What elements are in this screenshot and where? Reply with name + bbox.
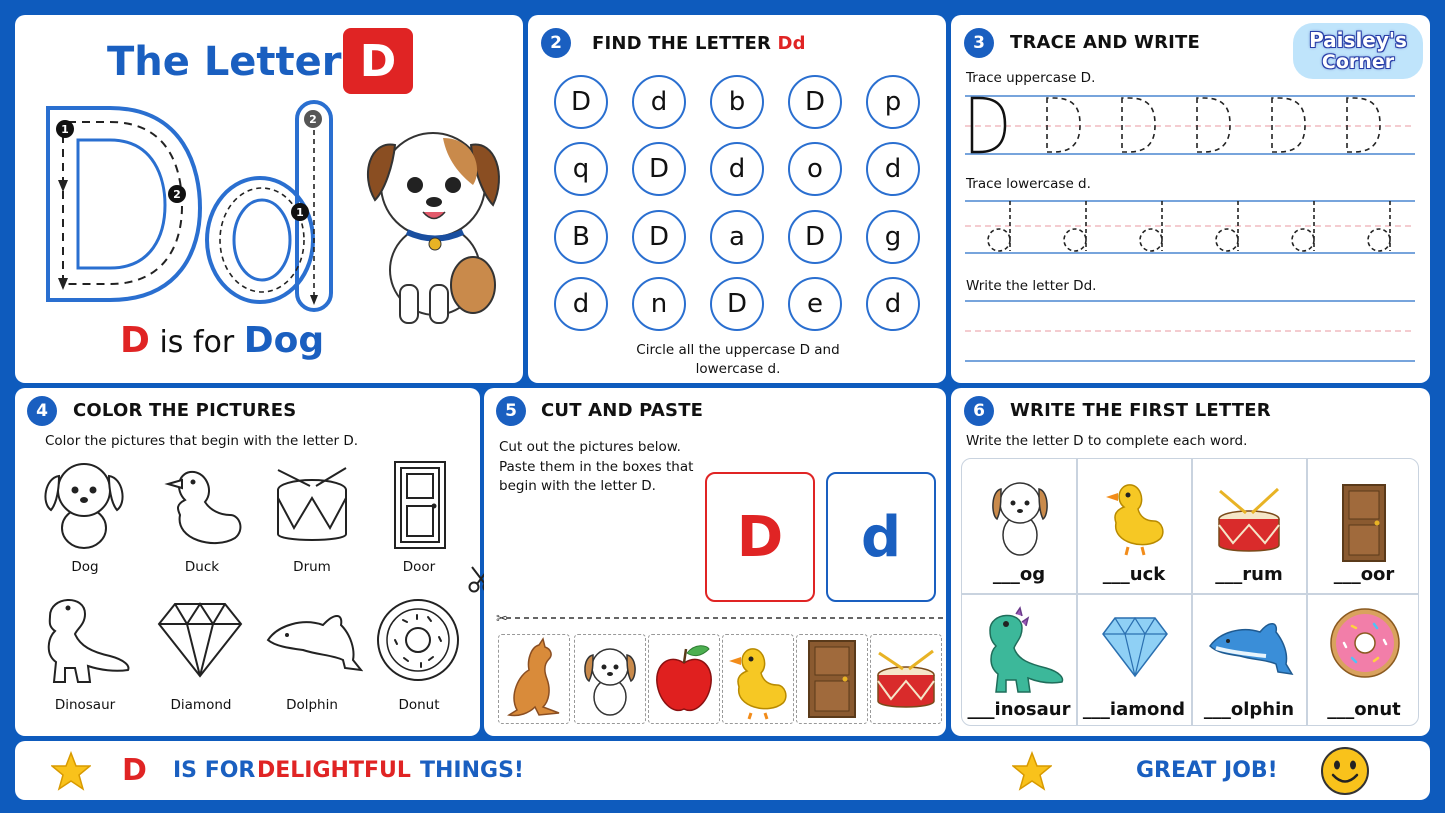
word-cell-drum [1192,459,1306,593]
word-blank-rum[interactable]: ___rum [1215,564,1283,585]
dolphin-outline-picture [263,600,363,680]
stroke-number-2: 2 [168,185,186,203]
cut-instruction-line3: begin with the letter D. [499,478,656,494]
section-number: 2 [541,28,571,58]
letter-circle[interactable]: d [866,142,920,196]
word-blank-inosaur[interactable]: ___inosaur [967,699,1071,720]
stroke-number-2b: 2 [304,110,322,128]
label-donut: Donut [398,697,440,713]
find-letter-panel [528,15,946,383]
smiley-face-icon [1320,746,1370,796]
is-for-caption [120,320,324,361]
paste-box-lowercase-d[interactable]: d [826,472,936,602]
cutout-dog[interactable] [574,634,646,724]
stroke-number-1: 1 [56,120,74,138]
word-picture-grid [961,458,1419,726]
word-cell-door [1307,459,1421,593]
word-cell-donut [1307,594,1421,728]
letter-circle[interactable]: a [710,210,764,264]
footer-letter: D [122,753,147,788]
section-title: CUT AND PASTE [541,400,704,421]
drum-outline-picture [270,462,355,552]
cutout-door[interactable] [796,634,868,724]
section-title-text: FIND THE LETTER [592,33,772,54]
trace-write-panel [951,15,1430,383]
write-letter-label: Write the letter Dd. [966,278,1097,294]
svg-text:✂: ✂ [496,611,508,626]
dinosaur-outline-picture [30,586,135,686]
find-instruction-line1: Circle all the uppercase D and [636,342,840,358]
cut-instruction-line1: Cut out the pictures below. [499,439,681,455]
is-for-word: Dog [243,320,325,361]
write-letter-row [965,299,1415,365]
duck-outline-picture [160,460,250,552]
section-title-letters: Dd [777,33,806,54]
color-pictures-panel [15,388,480,736]
page-title: The Letter [107,39,342,85]
label-door: Door [402,559,436,575]
logo-line1: Paisley's [1309,28,1407,52]
donut-outline-picture [373,595,463,685]
word-blank-og[interactable]: ___og [992,564,1046,585]
letter-circle[interactable]: e [788,277,842,331]
word-cell-duck [1077,459,1191,593]
cutout-duck[interactable] [722,634,794,724]
footer-things: THINGS! [420,758,524,783]
diamond-outline-picture [155,598,245,680]
letter-circle[interactable]: g [866,210,920,264]
section-title: TRACE AND WRITE [1010,32,1201,53]
section-title: WRITE THE FIRST LETTER [1010,400,1271,421]
word-blank-onut[interactable]: ___onut [1327,699,1401,720]
letter-circle[interactable]: D [632,142,686,196]
footer-is-for: IS FOR [173,758,256,783]
letter-intro-panel [15,15,523,383]
label-drum: Drum [293,559,331,575]
great-job-text: GREAT JOB! [1136,758,1278,783]
letter-circle[interactable]: b [710,75,764,129]
section-number: 3 [964,28,994,58]
letter-circle[interactable]: q [554,142,608,196]
label-diamond: Diamond [170,697,232,713]
letter-circle[interactable]: n [632,277,686,331]
section-number: 4 [27,396,57,426]
word-blank-uck[interactable]: ___uck [1102,564,1166,585]
paisleys-corner-logo [1293,23,1423,79]
star-icon-right [1012,751,1052,791]
cutout-drum[interactable] [870,634,942,724]
cut-line [484,610,946,626]
letter-circle[interactable]: o [788,142,842,196]
find-instruction [588,341,888,379]
label-duck: Duck [184,559,220,575]
find-instruction-line2: lowercase d. [695,361,781,377]
letter-circle[interactable]: p [866,75,920,129]
word-blank-olphin[interactable]: ___olphin [1203,699,1295,720]
cut-instruction-line2: Paste them in the boxes that [499,458,694,475]
word-cell-dinosaur [962,594,1076,728]
letter-circle[interactable]: D [788,75,842,129]
cut-instruction [499,438,693,497]
logo-line2: Corner [1321,51,1395,73]
section-number: 5 [496,396,526,426]
word-cell-dog [962,459,1076,593]
label-dog: Dog [71,559,99,575]
dog-outline-picture [37,458,132,553]
letter-circle[interactable]: D [788,210,842,264]
letter-circle[interactable]: D [554,75,608,129]
word-blank-oor[interactable]: ___oor [1333,564,1395,585]
cut-paste-panel [484,388,946,736]
puppy-illustration [355,120,515,330]
trace-lower-row [965,198,1415,264]
letter-circle[interactable]: B [554,210,608,264]
write-first-letter-panel [951,388,1430,736]
section-title [592,33,806,54]
trace-lower-label: Trace lowercase d. [966,176,1091,192]
word-cell-dolphin [1192,594,1306,728]
letter-circle[interactable]: d [554,277,608,331]
section-number: 6 [964,396,994,426]
letter-circle[interactable]: D [632,210,686,264]
title-letter-badge: D [343,28,413,94]
word-cell-diamond [1077,594,1191,728]
footer-delightful: DELIGHTFUL [257,758,411,783]
stroke-number-1b: 1 [291,203,309,221]
first-letter-instruction: Write the letter D to complete each word. [966,433,1248,449]
paste-box-uppercase-d[interactable]: D [705,472,815,602]
label-dinosaur: Dinosaur [54,697,116,713]
letter-circle[interactable]: d [632,75,686,129]
cutout-kangaroo[interactable] [498,634,570,724]
label-dolphin: Dolphin [286,697,338,713]
is-for-text: is for [159,325,235,360]
door-outline-picture [390,458,450,553]
star-icon [51,751,91,791]
cutout-apple[interactable] [648,634,720,724]
letter-circle[interactable]: d [866,277,920,331]
letter-circle[interactable]: d [710,142,764,196]
trace-upper-label: Trace uppercase D. [966,70,1096,86]
section-title: COLOR THE PICTURES [73,400,297,421]
word-blank-iamond[interactable]: ___iamond [1082,699,1186,720]
trace-upper-row [965,93,1415,159]
color-instruction: Color the pictures that begin with the letter D. [45,433,359,449]
footer-banner [15,741,1430,800]
is-for-letter: D [120,320,150,361]
letter-circle[interactable]: D [710,277,764,331]
